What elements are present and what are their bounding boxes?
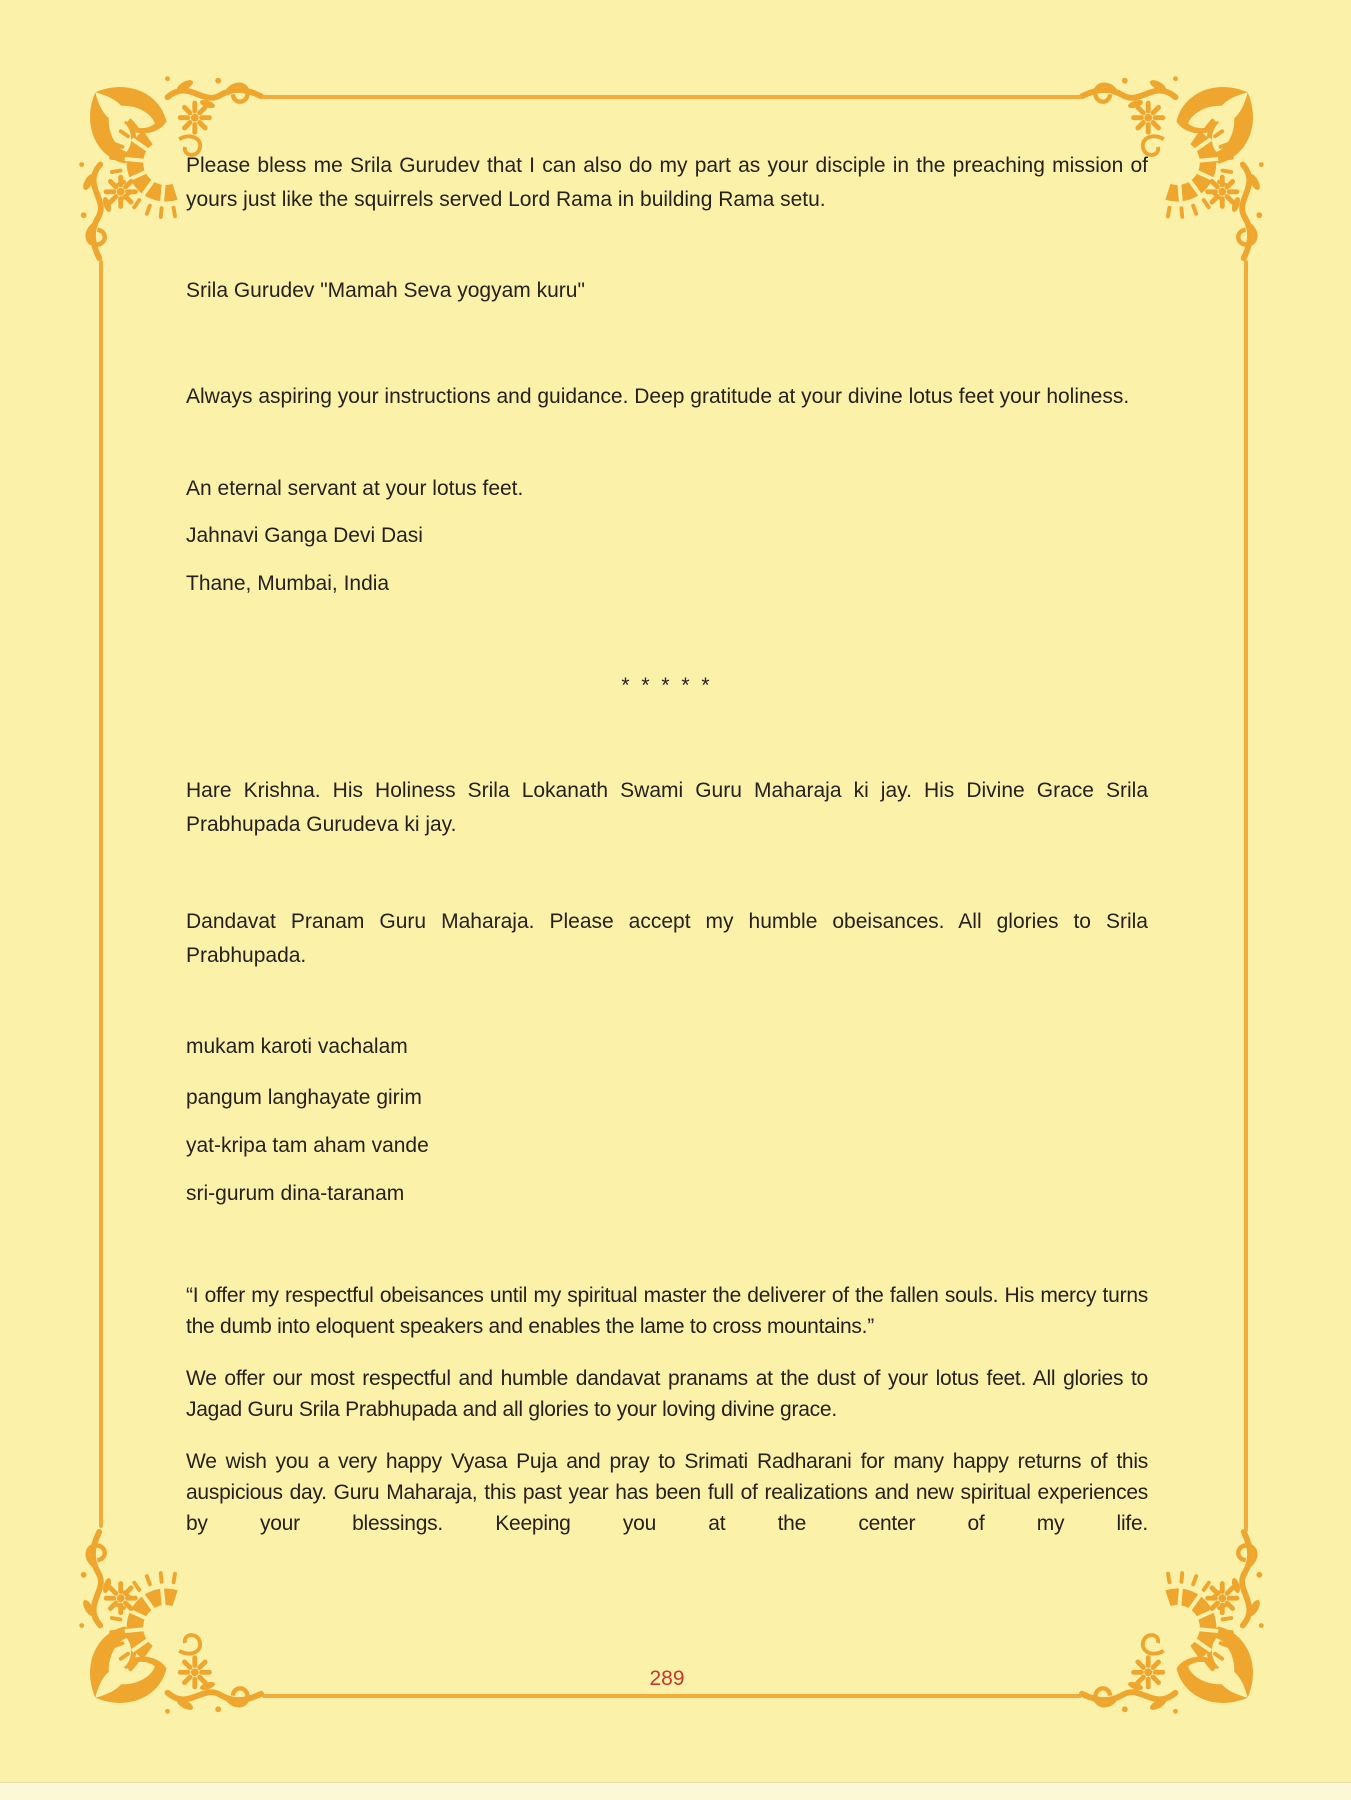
verse-line-3: yat-kripa tam aham vande bbox=[186, 1134, 429, 1157]
paragraph-squirrels-seva: Please bless me Srila Gurudev that I can also do my part as your disciple in the preaching mission of yours just like the squirrels served Lord Rama in building Rama setu. bbox=[186, 154, 1148, 211]
paragraph-verse-translation: “I offer my respectful obeisances until my spiritual master the deliverer of the fallen souls. His mercy turns the dumb into eloquent speakers and enables the lame to cross mountains.” bbox=[186, 1284, 1148, 1338]
signature-name: Jahnavi Ganga Devi Dasi bbox=[186, 524, 423, 547]
verse-line-4: sri-gurum dina-taranam bbox=[186, 1182, 405, 1205]
closing-line: An eternal servant at your lotus feet. bbox=[186, 477, 524, 500]
signature-location: Thane, Mumbai, India bbox=[186, 572, 390, 595]
scan-edge-strip bbox=[0, 1782, 1351, 1800]
page-number: 289 bbox=[649, 1667, 685, 1690]
paragraph-obeisances: Dandavat Pranam Guru Maharaja. Please accept my humble obeisances. All glories to Srila Prabhupada. bbox=[186, 910, 1148, 967]
verse-line-1: mukam karoti vachalam bbox=[186, 1035, 408, 1058]
paragraph-invocation: Hare Krishna. His Holiness Srila Lokanath Swami Guru Maharaja ki jay. His Divine Grace Srila Prabhupada Gurudeva ki jay. bbox=[186, 779, 1148, 836]
frame-line-left bbox=[99, 260, 103, 1528]
verse-line-2: pangum langhayate girim bbox=[186, 1086, 422, 1109]
offering-text-column bbox=[186, 0, 1148, 1539]
frame-line-right bbox=[1244, 260, 1248, 1532]
section-separator-stars: * * * * * bbox=[621, 674, 713, 697]
paragraph-pranams: We offer our most respectful and humble dandavat pranams at the dust of your lotus feet. All glories to Jagad Guru Srila Prabhupada and all glories to your loving divine grace. bbox=[186, 1367, 1148, 1421]
paragraph-gratitude: Always aspiring your instructions and guidance. Deep gratitude at your divine lotus feet your holiness. bbox=[186, 385, 1130, 408]
salutation-line: Srila Gurudev "Mamah Seva yogyam kuru" bbox=[186, 279, 585, 302]
paragraph-wishes: We wish you a very happy Vyasa Puja and pray to Srimati Radharani for many happy returns of this auspicious day. Guru Maharaja, this past year has been full of realizations and new spiritual experiences by your blessings. Keeping you at the center of my life. bbox=[186, 1450, 1148, 1535]
